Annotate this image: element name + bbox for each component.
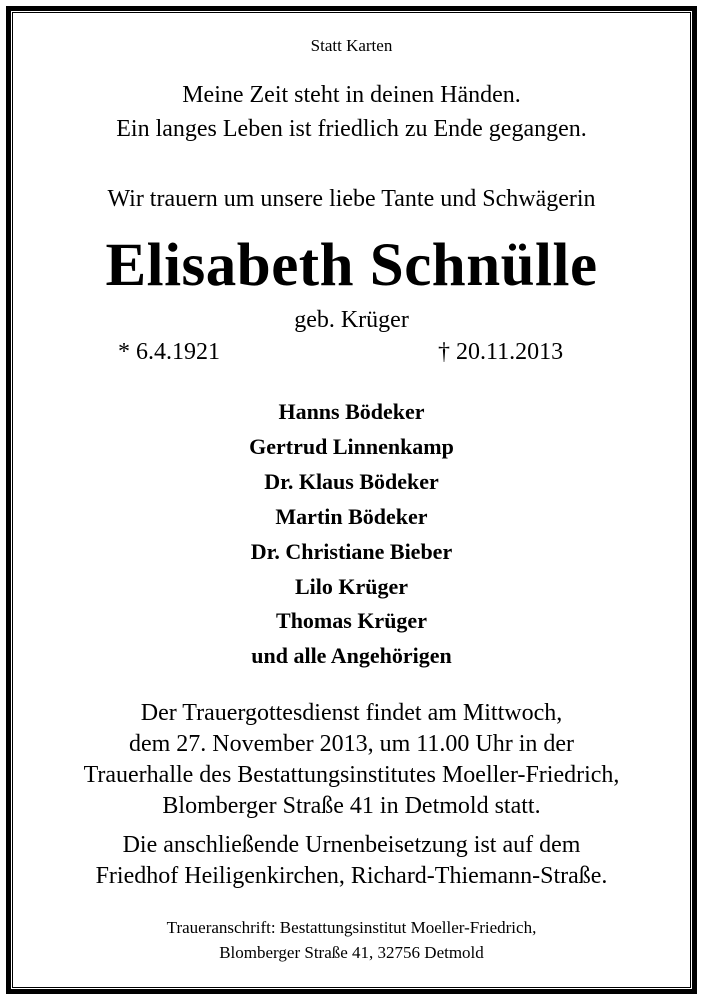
mourners-closing: und alle Angehörigen [251, 643, 452, 668]
service-line-4: Blomberger Straße 41 in Detmold statt. [162, 793, 541, 819]
mourner-6: Lilo Krüger [294, 574, 409, 599]
birth-date: * 6.4.1921 [118, 339, 220, 365]
intro-text: Wir trauern um unsere liebe Tante und Schwägerin [107, 186, 596, 212]
mourner-1: Hanns Bödeker [278, 399, 425, 424]
service-line-3: Trauerhalle des Bestattungsinstitutes Moeller-Friedrich, [83, 762, 620, 788]
mourner-4: Martin Bödeker [275, 504, 428, 529]
burial-line-1: Die anschließende Urnenbeisetzung ist auf dem [122, 832, 581, 858]
maiden-name: geb. Krüger [294, 307, 409, 333]
death-date: † 20.11.2013 [438, 339, 564, 365]
mourner-3: Dr. Klaus Bödeker [264, 469, 439, 494]
mourner-2: Gertrud Linnenkamp [249, 434, 454, 459]
mourner-5: Dr. Christiane Bieber [250, 539, 453, 564]
service-line-1: Der Trauergottesdienst findet am Mittwoch, [140, 700, 563, 726]
verse-line-1: Meine Zeit steht in deinen Händen. [182, 82, 521, 108]
burial-line-2: Friedhof Heiligenkirchen, Richard-Thiemann-Straße. [95, 863, 608, 889]
verse-line-2: Ein langes Leben ist friedlich zu Ende gegangen. [116, 116, 587, 142]
address-line-2: Blomberger Straße 41, 32756 Detmold [219, 943, 484, 962]
deceased-name: Elisabeth Schnülle [105, 232, 598, 299]
address-line-1: Traueranschrift: Bestattungsinstitut Moeller-Friedrich, [166, 918, 537, 937]
service-line-2: dem 27. November 2013, um 11.00 Uhr in der [128, 731, 575, 757]
header-note: Statt Karten [310, 36, 393, 55]
mourner-7: Thomas Krüger [276, 608, 427, 633]
